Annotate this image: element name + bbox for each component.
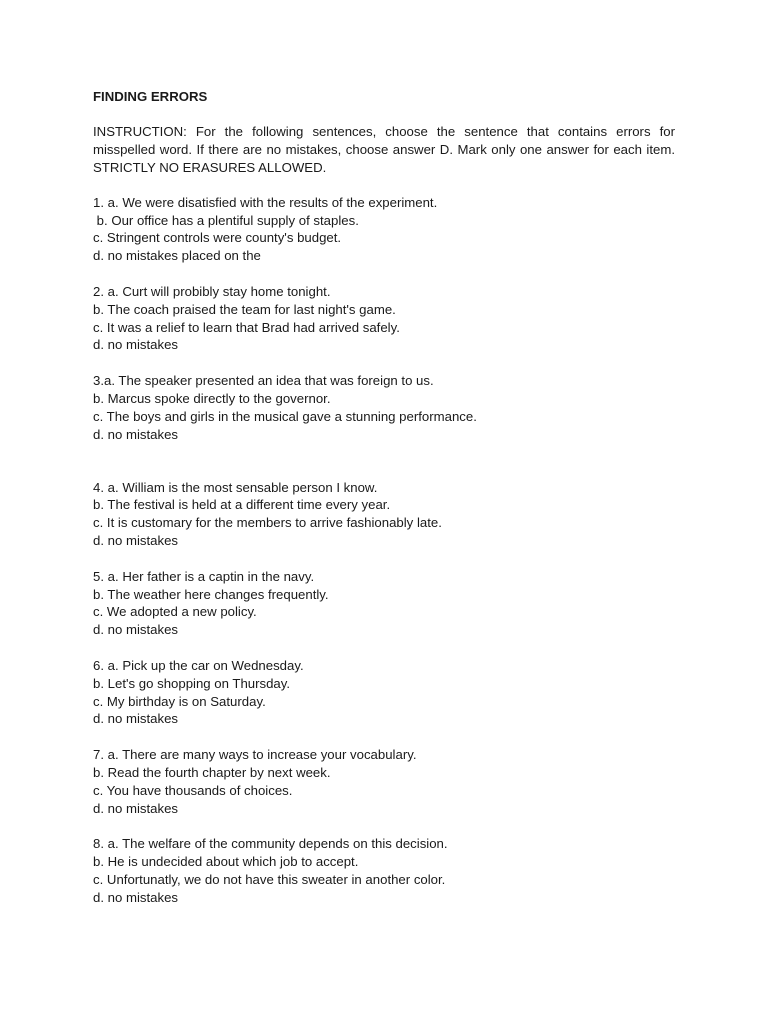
question-1-option-c: c. Stringent controls were county's budget. (93, 230, 342, 246)
question-4-option-b: b. The festival is held at a different time every year. (93, 497, 391, 513)
question-7-option-b: b. Read the fourth chapter by next week. (93, 764, 331, 780)
question-6-option-d: d. no mistakes (93, 711, 179, 727)
question-8-option-d: d. no mistakes (93, 889, 179, 905)
instruction-paragraph: INSTRUCTION: For the following sentences, choose the sentence that contains errors for misspelled word. If there are no mistakes, choose answer D. Mark only one answer for each item. STRICTLY NO ERASURES ALLOWED. (93, 123, 675, 175)
question-1-option-b: b. Our office has a plentiful supply of staples. (93, 212, 359, 228)
document-page (93, 88, 675, 924)
question-2-option-b: b. The coach praised the team for last night's game. (93, 301, 396, 317)
question-5-option-a: 5. a. Her father is a captin in the navy. (93, 568, 315, 584)
question-8-option-b: b. He is undecided about which job to accept. (93, 853, 359, 869)
question-7-option-d: d. no mistakes (93, 800, 179, 816)
question-5-option-d: d. no mistakes (93, 622, 179, 638)
question-4-option-a: 4. a. William is the most sensable person I know. (93, 479, 378, 495)
question-2-option-d: d. no mistakes (93, 337, 179, 353)
question-7 (93, 746, 675, 818)
question-7-option-a: 7. a. There are many ways to increase your vocabulary. (93, 746, 417, 762)
question-4 (93, 479, 675, 551)
question-6-option-b: b. Let's go shopping on Thursday. (93, 675, 291, 691)
question-1-option-a: 1. a. We were disatisfied with the results of the experiment. (93, 194, 438, 210)
question-8-option-c: c. Unfortunatly, we do not have this sweater in another color. (93, 871, 446, 887)
question-3-option-b: b. Marcus spoke directly to the governor. (93, 390, 331, 406)
question-4-option-c: c. It is customary for the members to arrive fashionably late. (93, 515, 442, 531)
question-5 (93, 568, 675, 640)
question-6 (93, 657, 675, 729)
question-6-option-c: c. My birthday is on Saturday. (93, 693, 266, 709)
question-8 (93, 835, 675, 907)
question-5-option-c: c. We adopted a new policy. (93, 604, 257, 620)
question-5-option-b: b. The weather here changes frequently. (93, 586, 329, 602)
question-2-option-c: c. It was a relief to learn that Brad had arrived safely. (93, 319, 400, 335)
question-6-option-a: 6. a. Pick up the car on Wednesday. (93, 657, 304, 673)
question-2 (93, 283, 675, 355)
question-8-option-a: 8. a. The welfare of the community depends on this decision. (93, 836, 448, 851)
question-1-option-d: d. no mistakes placed on the (93, 248, 261, 264)
question-3 (93, 372, 675, 444)
question-2-option-a: 2. a. Curt will probibly stay home tonight. (93, 283, 331, 299)
document-title: FINDING ERRORS (93, 89, 208, 104)
question-7-option-c: c. You have thousands of choices. (93, 782, 293, 798)
question-3-option-c: c. The boys and girls in the musical gave a stunning performance. (93, 408, 477, 424)
question-1 (93, 194, 675, 266)
question-3-option-d: d. no mistakes (93, 426, 179, 442)
question-3-option-a: 3.a. The speaker presented an idea that was foreign to us. (93, 372, 434, 388)
question-4-option-d: d. no mistakes (93, 533, 179, 549)
